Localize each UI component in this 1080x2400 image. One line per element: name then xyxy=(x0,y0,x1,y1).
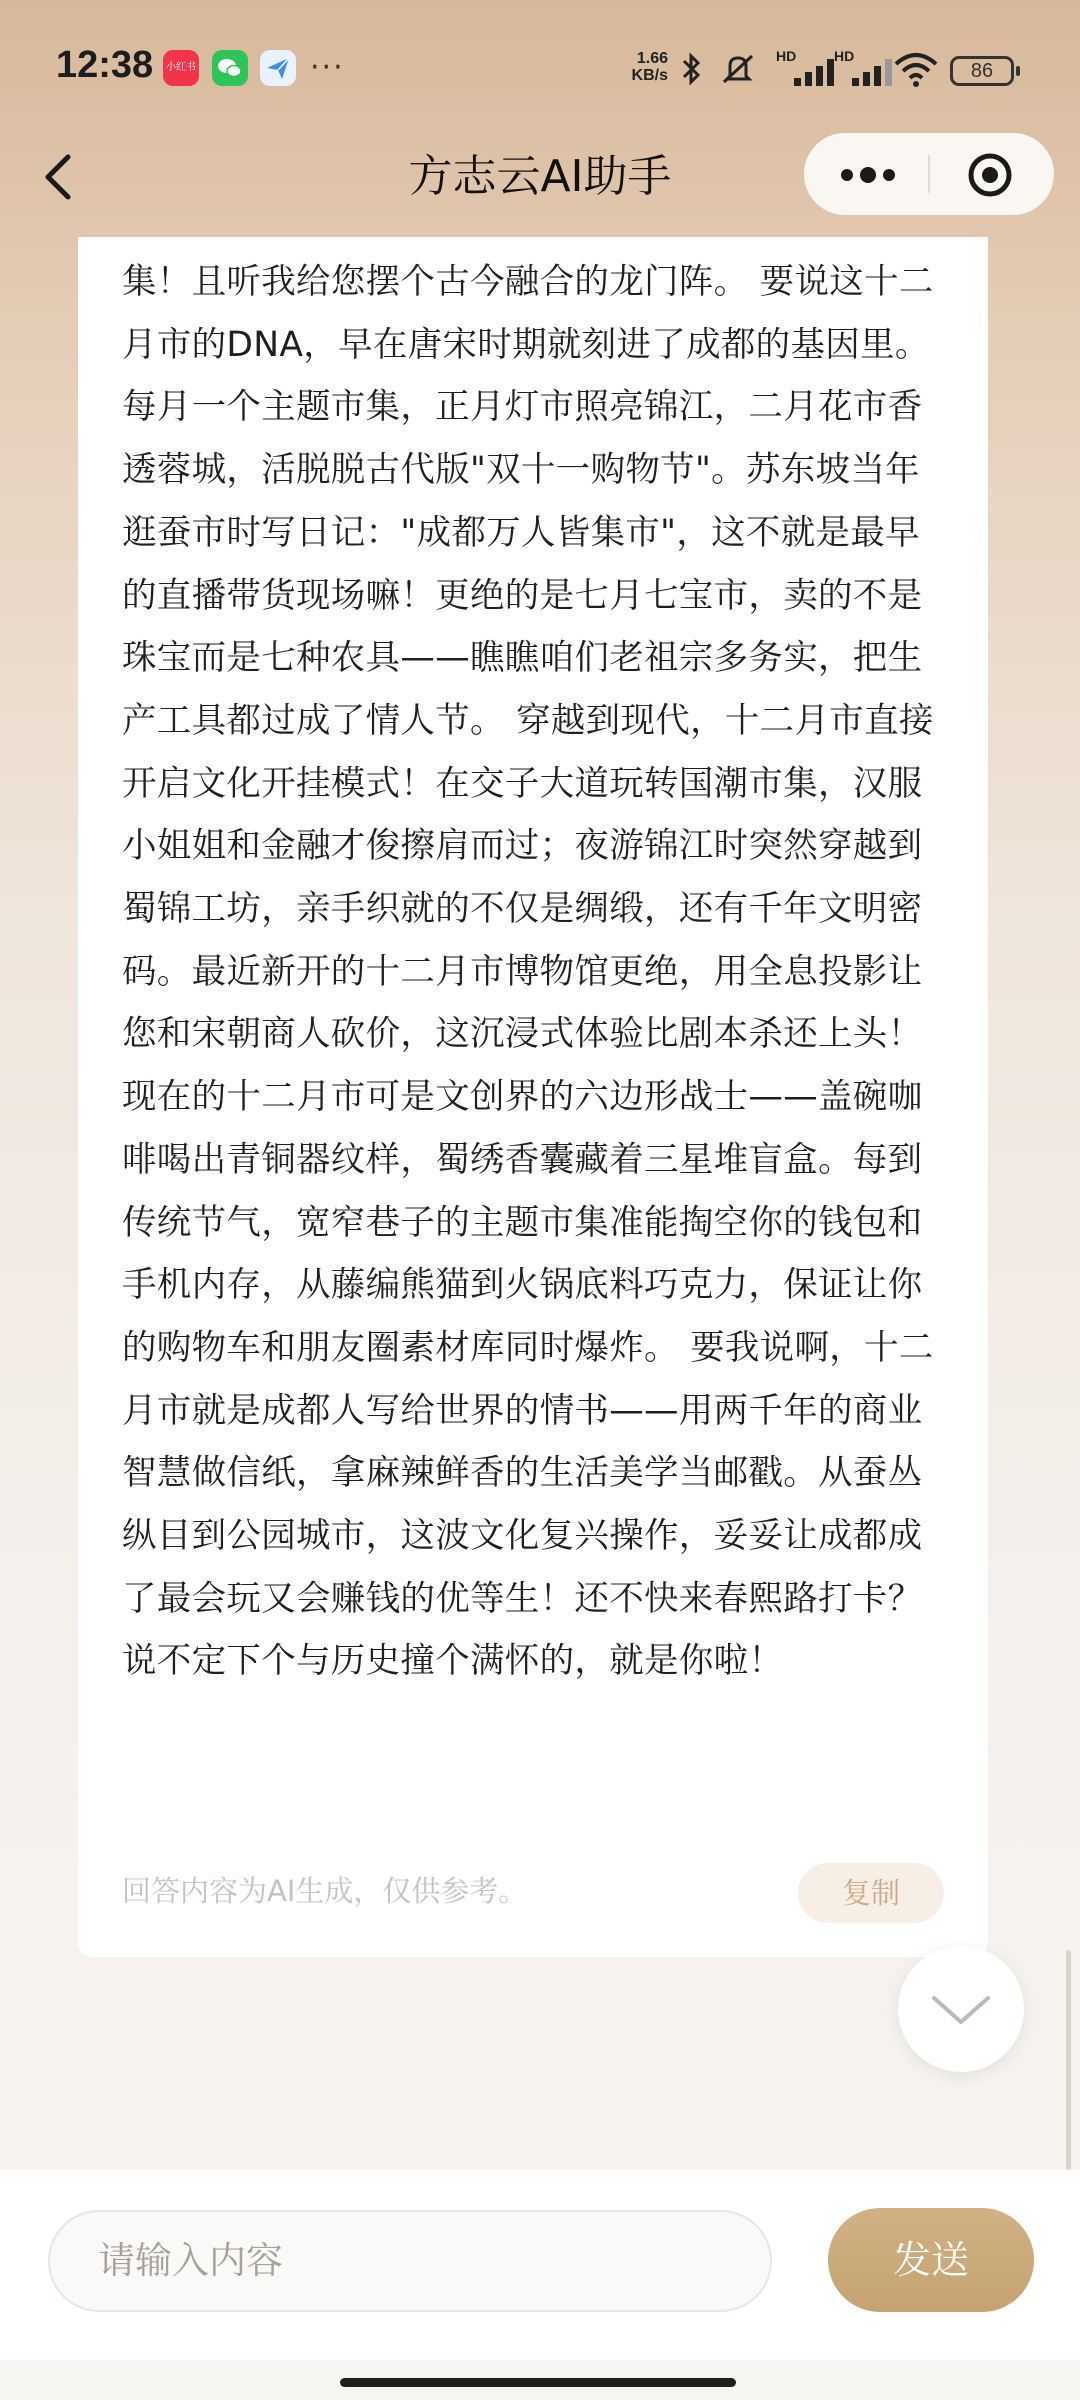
page-title: 方志云AI助手 xyxy=(408,151,672,202)
mini-program-capsule xyxy=(804,133,1054,215)
scrollbar[interactable] xyxy=(1066,1950,1071,2170)
send-button[interactable]: 发送 xyxy=(828,2208,1034,2312)
xiaohongshu-app-icon: 小红书 xyxy=(163,50,199,86)
scroll-to-bottom-button[interactable] xyxy=(898,1946,1024,2072)
copy-button[interactable]: 复制 xyxy=(798,1863,944,1923)
answer-card xyxy=(78,237,988,1957)
ai-disclaimer: 回答内容为AI生成，仅供参考。 xyxy=(122,1874,528,1908)
bluetooth-icon xyxy=(676,50,706,88)
battery-icon: 86 xyxy=(950,56,1014,86)
mute-icon xyxy=(718,50,758,88)
more-dots-icon xyxy=(804,133,928,215)
chevron-down-icon xyxy=(898,1946,1024,2072)
home-indicator[interactable] xyxy=(340,2378,736,2387)
notification-overflow-icon: ··· xyxy=(310,50,345,85)
close-mini-program-button[interactable] xyxy=(930,133,1054,215)
paper-plane-app-icon xyxy=(260,50,296,86)
message-input[interactable]: 请输入内容 xyxy=(48,2210,772,2312)
wifi-icon xyxy=(893,50,939,88)
answer-text: 集！且听我给您摆个古今融合的龙门阵。 要说这十二月市的DNA，早在唐宋时期就刻进了成都的基因里。每月一个主题市集，正月灯市照亮锦江，二月花市香透蓉城，活脱脱古代版"双十一购物节"。苏东坡当年逛蚕市时写日记："成都万人皆集市"，这不就是最早的直播带货现场嘛！更绝的是七月七宝市，卖的不是珠宝而是七种农具——瞧瞧咱们老祖宗多务实，把生产工具都过成了情人节。 穿越到现代，十二月市直接开启文化开挂模式！在交子大道玩转国潮市集，汉服小姐姐和金融才俊擦肩而过；夜游锦江时突然穿越到蜀锦工坊，亲手织就的不仅是绸缎，还有千年文明密码。最近新开的十二月市博物馆更绝，用全息投影让您和宋朝商人砍价，这沉浸式体验比剧本杀还上头！ 现在的十二月市可是文创界的六边形战士——盖碗咖啡喝出青铜器纹样，蜀绣香囊藏着三星堆盲盒。每到传统节气，宽窄巷子的主题市集准能掏空你的钱包和手机内存，从藤编熊猫到火锅底料巧克力，保证让你的购物车和朋友圈素材库同时爆炸。 要我说啊，十二月市就是成都人写给世界的情书——用两千年的商业智慧做信纸，拿麻辣鲜香的生活美学当邮戳。从蚕丛纵目到公园城市，这波文化复兴操作，妥妥让成都成了最会玩又会赚钱的优等生！还不快来春熙路打卡？说不定下个与历史撞个满怀的，就是你啦！ xyxy=(122,262,934,1682)
more-button[interactable] xyxy=(804,133,928,215)
signal-icon-1: HD xyxy=(776,48,846,88)
input-bar xyxy=(0,2170,1080,2360)
signal-icon-2: HD xyxy=(834,48,904,88)
network-speed: 1.66 KB/s xyxy=(631,50,668,84)
target-close-icon xyxy=(930,133,1054,215)
status-bar xyxy=(0,0,1080,140)
status-time: 12:38 xyxy=(56,44,154,86)
wechat-app-icon xyxy=(212,50,248,86)
